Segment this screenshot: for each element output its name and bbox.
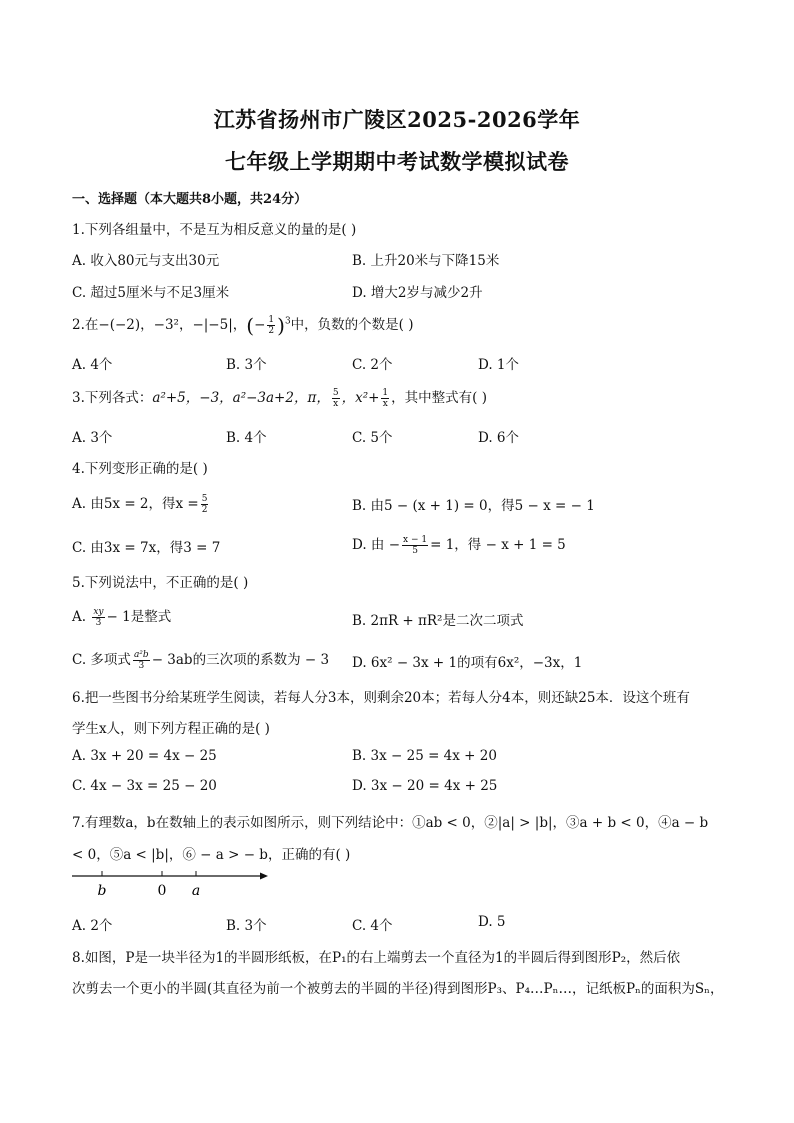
q4-d-num: x − 1 <box>403 535 428 545</box>
q4-option-d <box>352 533 566 556</box>
q5-option-d: D. 6x² − 3x + 1的项有6x²，−3x，1 <box>352 655 583 671</box>
q5-a-num: xy <box>93 607 104 617</box>
q7-stem-line1: 7.有理数a，b在数轴上的表示如图所示，则下列结论中：①ab < 0，②|a| > |b|，③a + b < 0，④a − b <box>72 815 709 831</box>
label-0: 0 <box>157 883 167 899</box>
number-line-figure <box>72 868 272 902</box>
q5-stem: 5.下列说法中，不正确的是( ) <box>72 575 249 591</box>
q1-option-c: C. 超过5厘米与不足3厘米 <box>72 285 230 301</box>
q3-option-b: B. 4个 <box>226 430 267 446</box>
page-title-line1: 江苏省扬州市广陵区2025-2026学年 <box>213 107 581 132</box>
q6-option-c: C. 4x − 3x = 25 − 20 <box>72 778 217 794</box>
q5-c-prefix: C. 多项式 <box>72 652 131 668</box>
q4-option-b: B. 由5 − (x + 1) = 0，得5 − x = − 1 <box>352 498 595 514</box>
q8-stem-line1: 8.如图，P是一块半径为1的半圆形纸板，在P₁的右上端剪去一个直径为1的半圆后得到图形P₂，然后依 <box>72 950 681 966</box>
q3-stem <box>72 386 487 409</box>
q2-option-d: D. 1个 <box>478 357 520 373</box>
q4-d-suffix: = 1，得 − x + 1 = 5 <box>430 537 566 553</box>
q2-option-a: A. 4个 <box>72 357 113 373</box>
q4-option-c: C. 由3x = 7x，得3 = 7 <box>72 540 221 556</box>
q3-stem-suffix: ，其中整式有( ) <box>391 390 487 406</box>
q8-stem-line2: 次剪去一个更小的半圆(其直径为前一个被剪去的半圆的半径)得到图形P₃、P₄…Pₙ…，记纸板Pₙ的面积为Sₙ， <box>72 981 724 997</box>
q3-option-c: C. 5个 <box>352 430 393 446</box>
q3-f2-num: 1 <box>382 388 389 398</box>
q2-stem-prefix: 2.在 <box>72 317 99 333</box>
q3-stem-prefix: 3.下列各式： <box>72 390 153 406</box>
q5-c-den: 3 <box>138 661 145 671</box>
q5-a-fraction <box>92 607 104 628</box>
q5-option-b: B. 2πR + πR²是二次二项式 <box>352 613 524 629</box>
q6-stem-line1: 6.把一些图书分给某班学生阅读，若每人分3本，则剩余20本；若每人分4本，则还缺25本．设这个班有 <box>72 690 690 706</box>
label-a: a <box>191 883 201 899</box>
q1-option-d: D. 增大2岁与减少2升 <box>352 285 483 301</box>
q3-stem-items: a²+5，−3，a²−3a+2，π， <box>152 390 330 406</box>
q6-stem-line2: 学生x人，则下列方程正确的是( ) <box>72 721 270 737</box>
section-heading: 一、选择题（本大题共8小题，共24分） <box>72 192 308 207</box>
q3-option-d: D. 6个 <box>478 430 520 446</box>
q4-a-num: 5 <box>201 494 208 504</box>
q3-f1-den: x <box>333 399 339 409</box>
q3-option-a: A. 3个 <box>72 430 113 446</box>
q5-a-suffix: − 1是整式 <box>106 609 172 625</box>
q4-d-den: 5 <box>412 546 418 556</box>
q1-stem: 1.下列各组量中，不是互为相反意义的量的是( ) <box>72 222 357 238</box>
q6-option-b: B. 3x − 25 = 4x + 20 <box>352 748 497 764</box>
number-line-arrow <box>260 873 268 880</box>
q3-mid: ，x²+ <box>341 390 380 406</box>
q4-a-fraction <box>201 494 209 515</box>
q2-fraction <box>267 315 275 336</box>
q4-a-prefix: A. 由5x = 2，得x = <box>72 496 199 512</box>
q2-option-c: C. 2个 <box>352 357 393 373</box>
q7-option-b: B. 3个 <box>226 918 267 934</box>
q4-stem: 4.下列变形正确的是( ) <box>72 461 208 477</box>
q2-stem-items: −(−2)，−3²，−|−5|， <box>98 317 247 333</box>
q4-d-fraction <box>402 535 428 556</box>
q5-option-c <box>72 648 329 671</box>
q2-frac-den: 2 <box>268 326 275 336</box>
q4-d-prefix: D. 由 − <box>352 537 401 553</box>
page-title-line2: 七年级上学期期中考试数学模拟试卷 <box>225 149 569 174</box>
label-b: b <box>97 883 107 899</box>
q5-option-a: A. $\frac{xy}{3}$ − 1是整式 <box>72 607 172 628</box>
q7-stem-line2: < 0，⑤a < |b|，⑥ − a > − b，正确的有( ) <box>72 847 351 863</box>
q3-fraction-1 <box>332 388 340 409</box>
q5-c-suffix: − 3ab的三次项的系数为 − 3 <box>151 652 330 668</box>
q2-frac-num: 1 <box>268 315 275 325</box>
q7-option-d: D. 5 <box>478 914 506 930</box>
q3-f1-num: 5 <box>332 388 339 398</box>
q2-stem-suffix: 中，负数的个数是( ) <box>290 317 414 333</box>
q1-option-b: B. 上升20米与下降15米 <box>352 253 500 269</box>
q7-option-a: A. 2个 <box>72 918 113 934</box>
q6-option-d: D. 3x − 20 = 4x + 25 <box>352 778 498 794</box>
q2-stem: 2.在−(−2)，−3²，−|−5|，(− $\frac{1}{2}$ )$^3$中，负数的个数是( ) <box>72 313 414 338</box>
q5-c-num: a²b <box>133 650 149 660</box>
q3-fraction-2 <box>381 388 389 409</box>
q5-a-den: 3 <box>95 618 102 628</box>
q4-a-den: 2 <box>201 505 208 515</box>
q4-option-a <box>72 492 210 515</box>
q1-option-a: A. 收入80元与支出30元 <box>72 253 220 269</box>
q6-option-a: A. 3x + 20 = 4x − 25 <box>72 748 217 764</box>
q2-option-b: B. 3个 <box>226 357 267 373</box>
q5-c-fraction <box>133 650 150 671</box>
q3-f2-den: x <box>382 399 388 409</box>
q7-option-c: C. 4个 <box>352 918 393 934</box>
